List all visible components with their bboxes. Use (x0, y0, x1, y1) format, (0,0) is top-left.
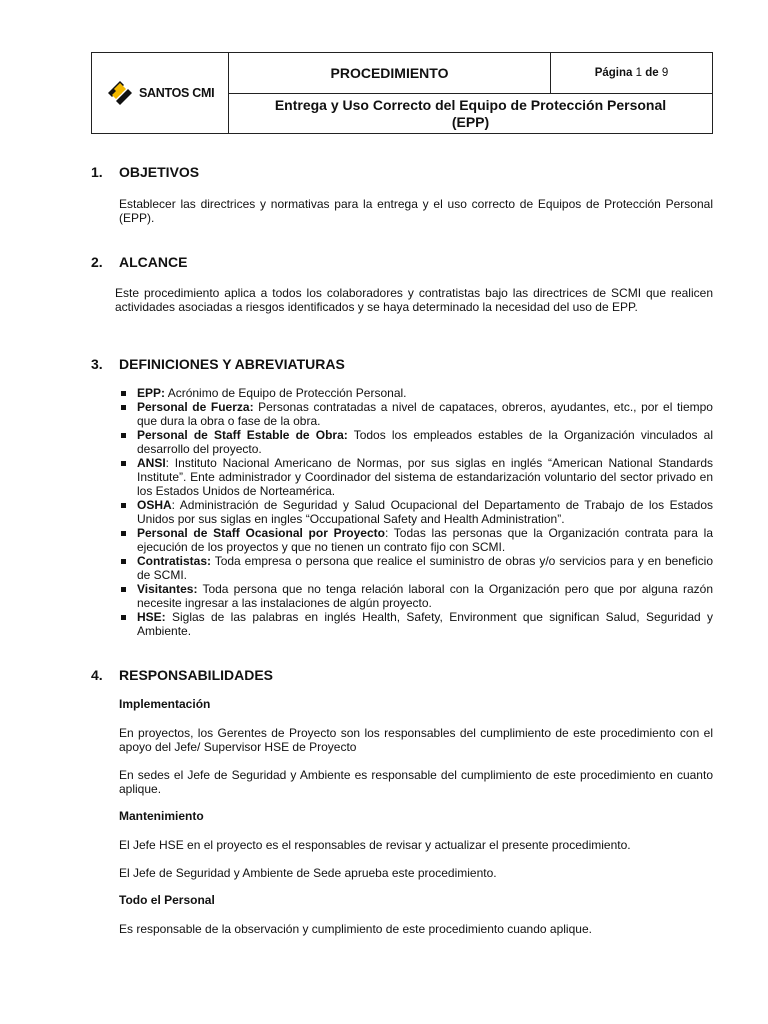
personal-text-1: Es responsable de la observación y cumplimiento de este procedimiento cuando aplique. (119, 922, 592, 936)
definition-text: Todos los empleados estables de la Organización vinculados al desarrollo del proyecto. (137, 428, 714, 456)
definitions-list (119, 386, 713, 638)
section-heading-objetivos (91, 164, 199, 180)
definition-item (119, 456, 713, 498)
definition-item (119, 400, 713, 428)
section-number: 2. (91, 254, 103, 270)
page-of: de (645, 67, 659, 79)
mantenimiento-text-1: El Jefe HSE en el proyecto es el responsables de revisar y actualizar el presente procedimiento. (119, 838, 631, 852)
definition-term: Personal de Staff Ocasional por Proyecto (137, 526, 385, 540)
definition-text: Toda empresa o persona que realice el suministro de obras y/o servicios para y en beneficio de SCMI. (137, 554, 713, 582)
definition-item (119, 582, 713, 610)
document-header (91, 52, 713, 134)
section-number: 4. (91, 667, 103, 683)
section-number: 3. (91, 356, 103, 372)
definition-term: HSE: (137, 610, 166, 624)
company-name: SANTOS CMI (139, 86, 215, 100)
page-total: 9 (661, 67, 669, 79)
implementacion-text-1: En proyectos, los Gerentes de Proyecto son los responsables del cumplimiento de este procedimiento con el apoyo del Jefe/ Supervisor HSE de Proyecto (119, 726, 713, 754)
implementacion-heading: Implementación (119, 697, 211, 711)
definition-text: : Todas las personas que la Organización contrata para la ejecución de los proyectos y que no tienen un contrato fijo con SCMI. (137, 526, 713, 554)
section-number: 1. (91, 164, 103, 180)
title-line-1: Entrega y Uso Correcto del Equipo de Protección Personal (274, 97, 667, 113)
logo-cell (92, 53, 229, 133)
definition-text: Siglas de las palabras en inglés Health, Safety, Environment que significan Salud, Seguridad y Ambiente. (137, 610, 713, 638)
section-heading-responsabilidades (91, 667, 273, 683)
mantenimiento-text-2: El Jefe de Seguridad y Ambiente de Sede aprueba este procedimiento. (119, 866, 497, 880)
definition-term: Personal de Fuerza: (137, 400, 254, 414)
definition-term: Contratistas: (137, 554, 212, 568)
definition-text: Personas contratadas a nivel de capataces, obreros, ayudantes, etc., por el tiempo que dura la obra o fase de la obra. (137, 400, 713, 428)
definition-item (119, 610, 713, 638)
section-title: ALCANCE (119, 254, 188, 270)
mantenimiento-heading: Mantenimiento (119, 809, 204, 823)
page-indicator (551, 53, 712, 94)
section-title: RESPONSABILIDADES (119, 667, 274, 683)
definition-term: Personal de Staff Estable de Obra: (137, 428, 348, 442)
personal-heading: Todo el Personal (119, 893, 215, 907)
section-heading-alcance (91, 254, 187, 270)
definition-term: Visitantes: (137, 582, 198, 596)
doc-type: PROCEDIMIENTO (229, 53, 551, 94)
definition-item (119, 498, 713, 526)
definition-item (119, 428, 713, 456)
title-line-2: (EPP) (451, 114, 490, 130)
definition-term: ANSI (137, 456, 166, 470)
section-title: DEFINICIONES Y ABREVIATURAS (119, 356, 345, 372)
implementacion-text-2: En sedes el Jefe de Seguridad y Ambiente es responsable del cumplimiento de este procedimiento en cuanto aplique. (119, 768, 713, 796)
definition-text: Toda persona que no tenga relación laboral con la Organización pero que por alguna razón necesite ingresar a las instalaciones de algún proyecto. (137, 582, 713, 610)
definition-text: : Administración de Seguridad y Salud Ocupacional del Departamento de Trabajo de los Estados Unidos por sus siglas en ingles “Occupational Safety and Health Administration”. (137, 498, 713, 526)
page-label: Página (594, 67, 633, 79)
definition-term: OSHA (137, 498, 172, 512)
definition-item (119, 526, 713, 554)
page-number: 1 (635, 67, 643, 79)
section-title: OBJETIVOS (119, 164, 200, 180)
definition-item (119, 386, 713, 400)
definition-item (119, 554, 713, 582)
definition-term: EPP: (137, 386, 166, 400)
section-heading-definiciones (91, 356, 345, 372)
definition-text: Acrónimo de Equipo de Protección Personal. (165, 386, 407, 400)
document-title (229, 94, 712, 133)
objetivos-text: Establecer las directrices y normativas para la entrega y el uso correcto de Equipos de Protección Personal (EPP). (119, 197, 713, 225)
definition-text: : Instituto Nacional Americano de Normas, por sus siglas en inglés “American National Standards Institute”. Ente administrador y Coordinador del sistema de estandarización voluntario del sector privado en los Estados Unidos de Norteamérica. (137, 456, 713, 498)
santos-cmi-logo-icon (102, 75, 138, 111)
alcance-text: Este procedimiento aplica a todos los colaboradores y contratistas bajo las directrices de SCMI que realicen actividades asociadas a riesgos identificados y se haya determinado la necesidad del uso de EPP. (115, 286, 713, 314)
